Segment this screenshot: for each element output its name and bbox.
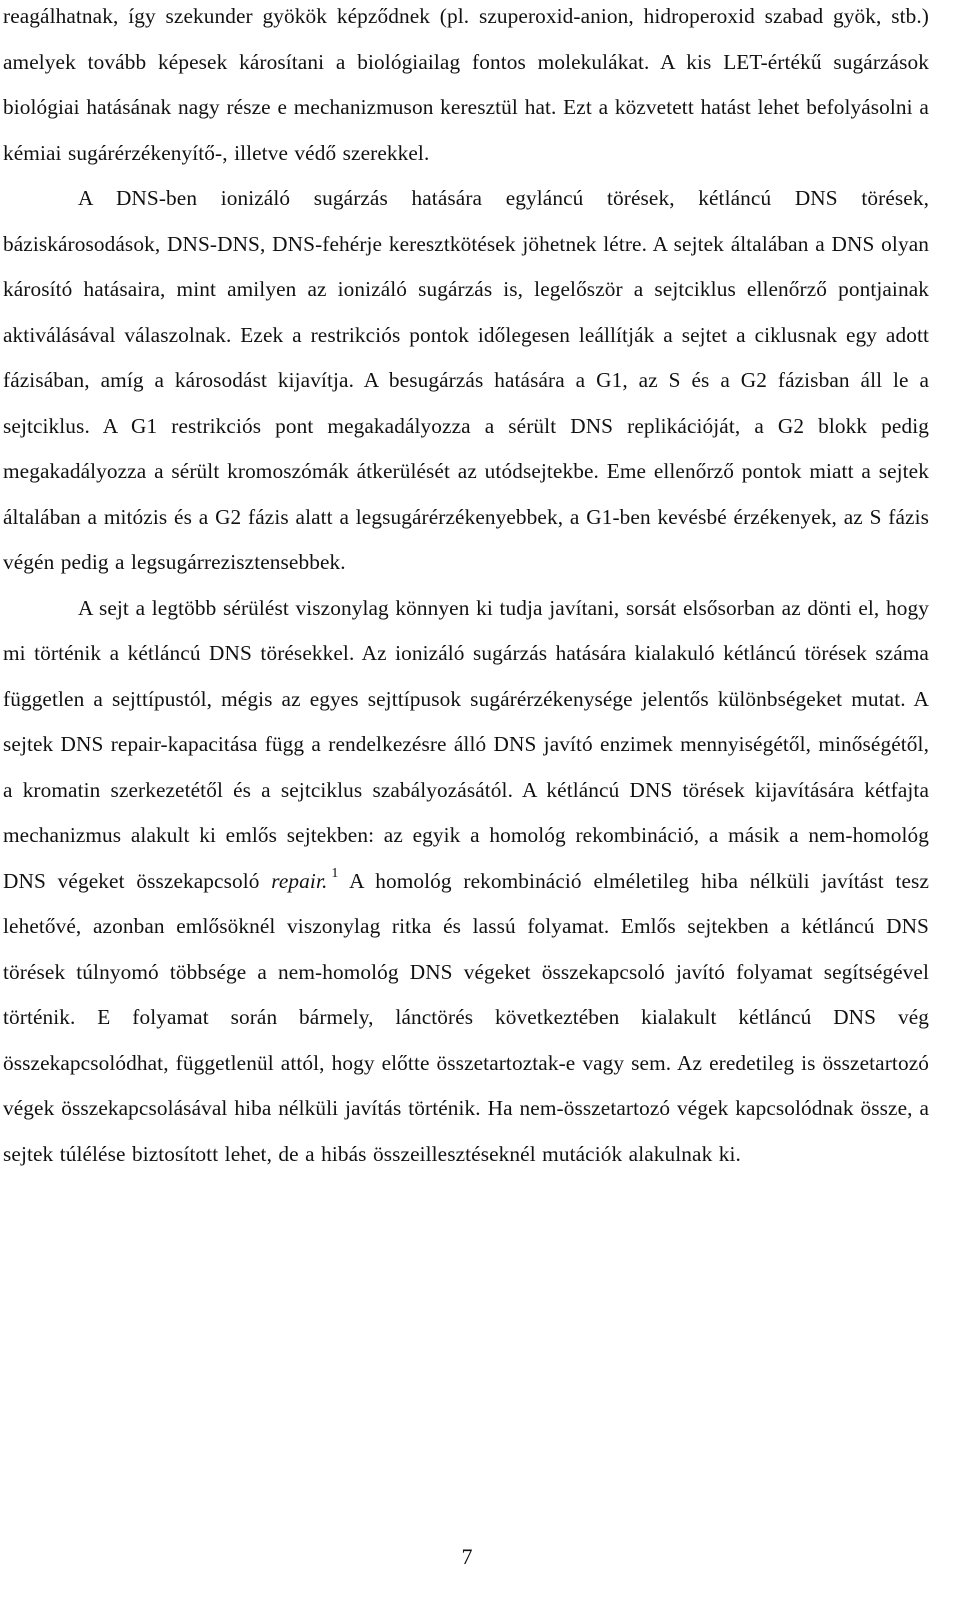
paragraph-dna-repair <box>3 586 929 1178</box>
paragraph-text: A homológ rekombináció elméletileg hiba nélküli javítást tesz lehetővé, azonban emlősöknél viszonylag ritka és lassú folyamat. Emlős sejtekben a kétláncú DNS törések túlnyomó többsége a nem-homológ DNS végeket összekapcsoló javító folyamat segítségével történik. E folyamat során bármely, lánctörés következtében kialakult kétláncú DNS vég összekapcsolódhat, függetlenül attól, hogy előtte összetartoztak-e vagy sem. Az eredetileg is összetartozó végek összekapcsolásával hiba nélküli javítás történik. Ha nem-összetartozó végek kapcsolódnak össze, a sejtek túlélése biztosított lehet, de a hibás összeillesztéseknél mutációk alakulnak ki. <box>3 868 929 1166</box>
paragraph-radicals <box>3 0 929 176</box>
italic-term-repair: repair. <box>271 868 328 893</box>
paragraph-dna-damage <box>3 176 929 586</box>
paragraph-text: A sejt a legtöbb sérülést viszonylag könnyen ki tudja javítani, sorsát elsősorban az dönti el, hogy mi történik a kétláncú DNS törésekkel. Az ionizáló sugárzás hatására kialakuló kétláncú törések száma független a sejttípustól, mégis az egyes sejttípusok sugárérzékenysége jelentős különbségeket mutat. A sejtek DNS repair-kapacitása függ a rendelkezésre álló DNS javító enzimek mennyiségétől, minőségétől, a kromatin szerkezetétől és a sejtciklus szabályozásától. A kétláncú DNS törések kijavítására kétfajta mechanizmus alakult ki emlős sejtekben: az egyik a homológ rekombináció, a másik a nem-homológ DNS végeket összekapcsoló <box>3 595 929 893</box>
footnote-reference[interactable]: 1 <box>331 866 339 882</box>
paragraph-text: reagálhatnak, így szekunder gyökök képződnek (pl. szuperoxid-anion, hidroperoxid szabad gyök, stb.) amelyek tovább képesek károsítani a biológiailag fontos molekulákat. A kis LET-értékű sugárzások biológiai hatásának nagy része e mechanizmuson keresztül hat. Ezt a közvetett hatást lehet befolyásolni a kémiai sugárérzékenyítő-, illetve védő szerekkel. <box>3 4 929 165</box>
page-number: 7 <box>461 1544 473 1569</box>
paragraph-text: A DNS-ben ionizáló sugárzás hatására egyláncú törések, kétláncú DNS törések, báziskárosodások, DNS-DNS, DNS-fehérje keresztkötések jöhetnek létre. A sejtek általában a DNS olyan károsító hatásaira, mint amilyen az ionizáló sugárzás is, legelőször a sejtciklus ellenőrző pontjainak aktiválásával válaszolnak. Ezek a restrikciós pontok időlegesen leállítják a sejtet a ciklusnak egy adott fázisában, amíg a károsodást kijavítja. A besugárzás hatására a G1, az S és a G2 fázisban áll le a sejtciklus. A G1 restrikciós pont megakadályozza a sérült DNS replikációját, a G2 blokk pedig megakadályozza a sérült kromoszómák átkerülését az utódsejtekbe. Eme ellenőrző pontok miatt a sejtek általában a mitózis és a G2 fázis alatt a legsugárérzékenyebbek, a G1-ben kevésbé érzékenyek, az S fázis végén pedig a legsugárrezisztensebbek. <box>3 186 929 574</box>
body-text <box>3 0 929 1177</box>
